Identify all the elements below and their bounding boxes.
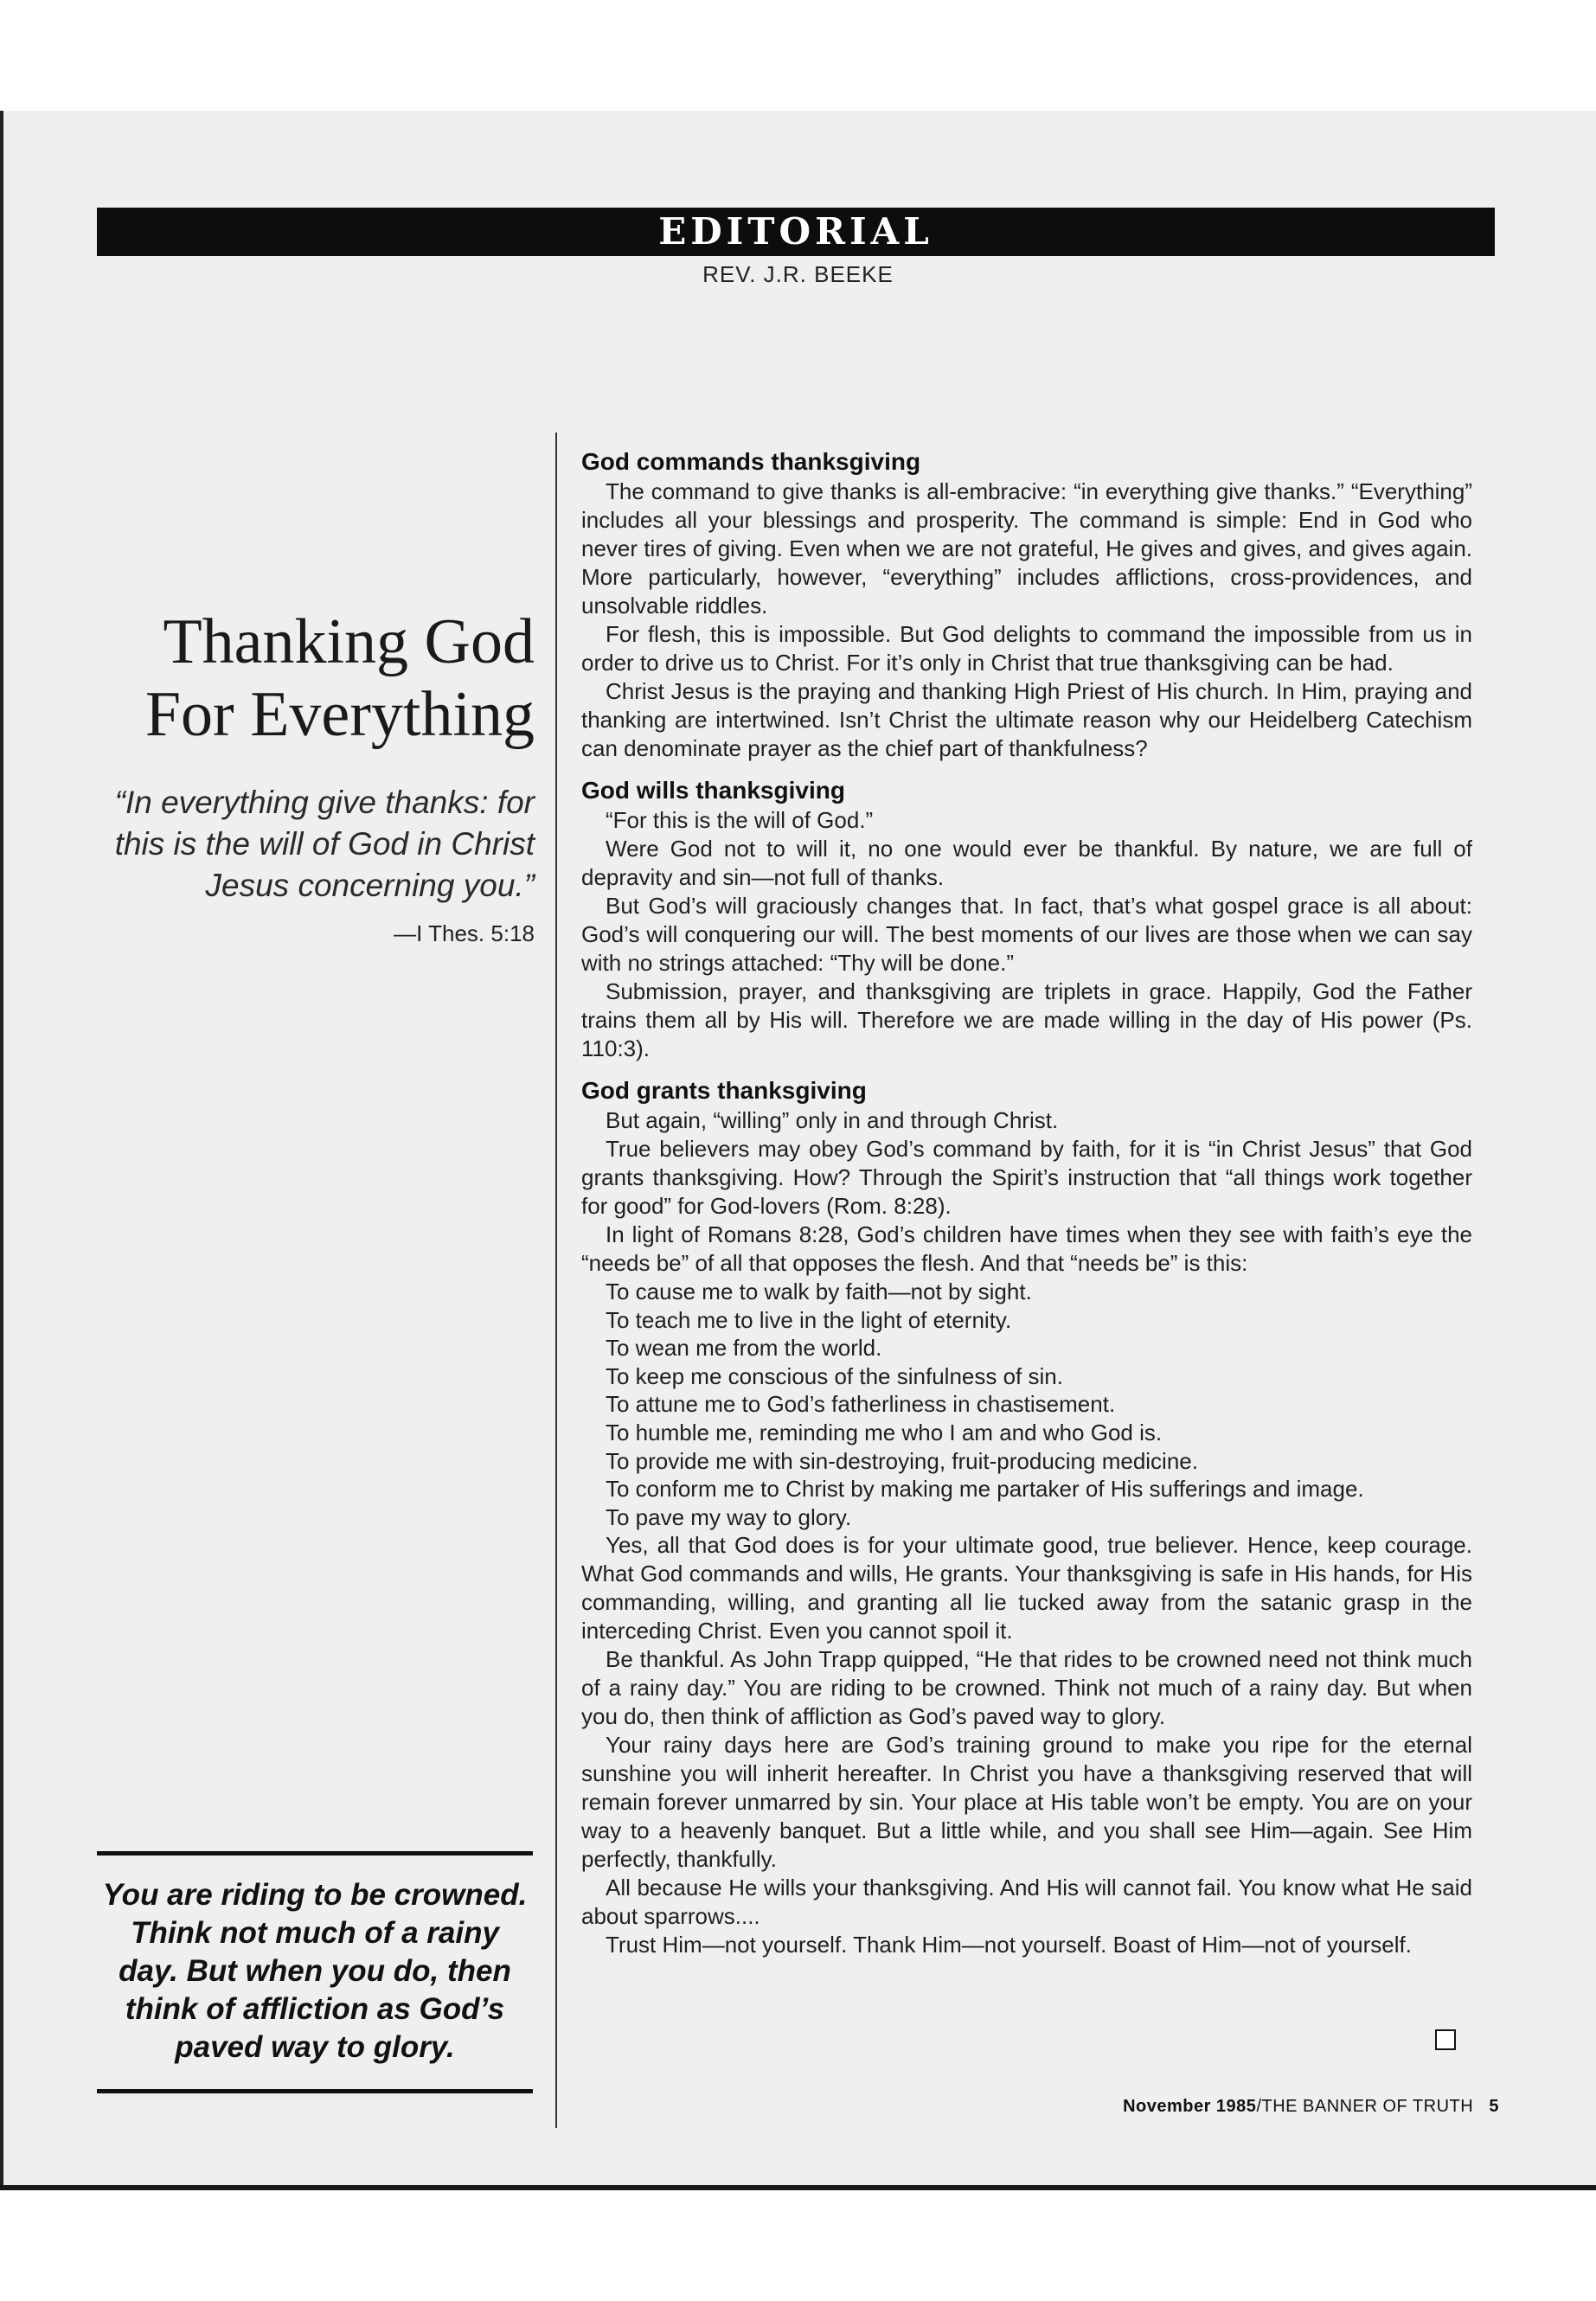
left-column bbox=[97, 606, 535, 947]
section-wills bbox=[581, 775, 1472, 1063]
list-item: To teach me to live in the light of eternity. bbox=[606, 1306, 1012, 1333]
end-of-article-mark bbox=[1435, 2029, 1456, 2050]
footer-page-number: 5 bbox=[1489, 2097, 1499, 2116]
pull-quote: You are riding to be crowned. Think not much of a rainy day. But when you do, then think of affliction as God’s paved way to glory. bbox=[97, 1851, 533, 2093]
section-grants bbox=[581, 1075, 1472, 1959]
column-divider bbox=[555, 433, 557, 2128]
paragraph: Your rainy days here are God’s training ground to make you ripe for the eternal sunshine you will inherit hereafter. In Christ you have a thanksgiving reserved that will remain forever unmarred by sin. Your place at His table won’t be empty. You are on your way to a heavenly banquet. But a little while, and you shall see Him—again. See Him perfectly, thankfully. bbox=[581, 1732, 1472, 1873]
paragraph: All because He wills your thanksgiving. And His will cannot fail. You know what He said about sparrows.... bbox=[581, 1875, 1472, 1930]
section-heading: God commands thanksgiving bbox=[581, 448, 921, 475]
paragraph: Were God not to will it, no one would ever be thankful. By nature, we are full of depravity and sin—not full of thanks. bbox=[581, 836, 1472, 890]
paragraph: Yes, all that God does is for your ultimate good, true believer. Hence, keep courage. What God commands and wills, He grants. Your thanksgiving is safe in His hands, for His commanding, willing, and granting all lie tucked away from the satanic grasp in the interceding Christ. Even you cannot spoil it. bbox=[581, 1532, 1472, 1644]
footer-separator: / bbox=[1256, 2097, 1262, 2116]
paragraph: Trust Him—not yourself. Thank Him—not yourself. Boast of Him—not of yourself. bbox=[606, 1932, 1412, 1958]
paragraph: For flesh, this is impossible. But God delights to command the impossible from us in order to drive us to Christ. For it’s only in Christ that true thanksgiving can be had. bbox=[581, 621, 1472, 676]
page-footer bbox=[1123, 2097, 1499, 2117]
list-item: To keep me conscious of the sinfulness of sin. bbox=[606, 1362, 1063, 1389]
title-line-1: Thanking God bbox=[163, 606, 535, 677]
paragraph: Be thankful. As John Trapp quipped, “He that rides to be crowned need not think much of a rainy day.” You are riding to be crowned. Think not much of a rainy day. But when you do, then think of affliction as God’s paved way to glory. bbox=[581, 1646, 1472, 1730]
footer-date: November 1985 bbox=[1123, 2097, 1257, 2116]
list-item: To cause me to walk by faith—not by sight. bbox=[606, 1279, 1032, 1304]
title-line-2: For Everything bbox=[144, 679, 535, 750]
paragraph: “For this is the will of God.” bbox=[606, 807, 874, 833]
paragraph: Submission, prayer, and thanksgiving are triplets in grace. Happily, God the Father trains them all by His will. Therefore we are made willing in the day of His power (Ps. 110:3). bbox=[581, 978, 1472, 1061]
section-commands bbox=[581, 446, 1472, 763]
article-body bbox=[581, 446, 1472, 1971]
list-item: To pave my way to glory. bbox=[606, 1503, 852, 1530]
list-item: To humble me, reminding me who I am and who God is. bbox=[606, 1419, 1163, 1445]
footer-publication: THE BANNER OF TRUTH bbox=[1261, 2097, 1474, 2116]
paragraph: True believers may obey God’s command by faith, for it is “in Christ Jesus” that God grants thanksgiving. How? Through the Spirit’s instruction that “all things work together for good” for God-lovers (Rom. 8:28). bbox=[581, 1136, 1472, 1219]
page-edge-rule bbox=[0, 111, 3, 2190]
list-item: To conform me to Christ by making me partaker of His sufferings and image. bbox=[606, 1476, 1364, 1503]
list-item: To provide me with sin-destroying, fruit-producing medicine. bbox=[606, 1447, 1198, 1474]
paragraph: Christ Jesus is the praying and thanking High Priest of His church. In Him, praying and thanking are intertwined. Isn’t Christ the ultimate reason why our Heidelberg Catechism can denominate prayer as the chief part of thankfulness? bbox=[581, 678, 1472, 761]
paragraph: But God’s will graciously changes that. In fact, that’s what gospel grace is all about: God’s will conquering our will. The best moments of our lives are those when we can say with no strings attached: “Thy will be done.” bbox=[581, 893, 1472, 976]
article-title bbox=[97, 606, 535, 751]
author-byline: REV. J.R. BEEKE bbox=[702, 261, 894, 287]
epigraph-reference: —I Thes. 5:18 bbox=[394, 920, 535, 946]
paragraph: In light of Romans 8:28, God’s children have times when they see with faith’s eye the “needs be” of all that opposes the flesh. And that “needs be” is this: bbox=[581, 1221, 1472, 1276]
list-item: To wean me from the world. bbox=[606, 1335, 882, 1362]
page-bottom-rule bbox=[0, 2185, 1596, 2190]
section-heading: God wills thanksgiving bbox=[581, 777, 845, 804]
paragraph: The command to give thanks is all-embracive: “in everything give thanks.” “Everything” includes all your blessings and prosperity. The command is simple: End in God who never tires of giving. Even when we are not grateful, He gives and gives, and gives again. More particularly, however, “everything” includes afflictions, cross-providences, and unsolvable riddles. bbox=[581, 478, 1472, 619]
list-item: To attune me to God’s fatherliness in chastisement. bbox=[606, 1391, 1116, 1418]
editorial-banner: EDITORIAL bbox=[97, 208, 1495, 256]
paragraph: But again, “willing” only in and through Christ. bbox=[606, 1107, 1059, 1133]
epigraph-quote: “In everything give thanks: for this is the will of God in Christ Jesus concerning you.” bbox=[114, 785, 535, 903]
section-heading: God grants thanksgiving bbox=[581, 1077, 867, 1104]
